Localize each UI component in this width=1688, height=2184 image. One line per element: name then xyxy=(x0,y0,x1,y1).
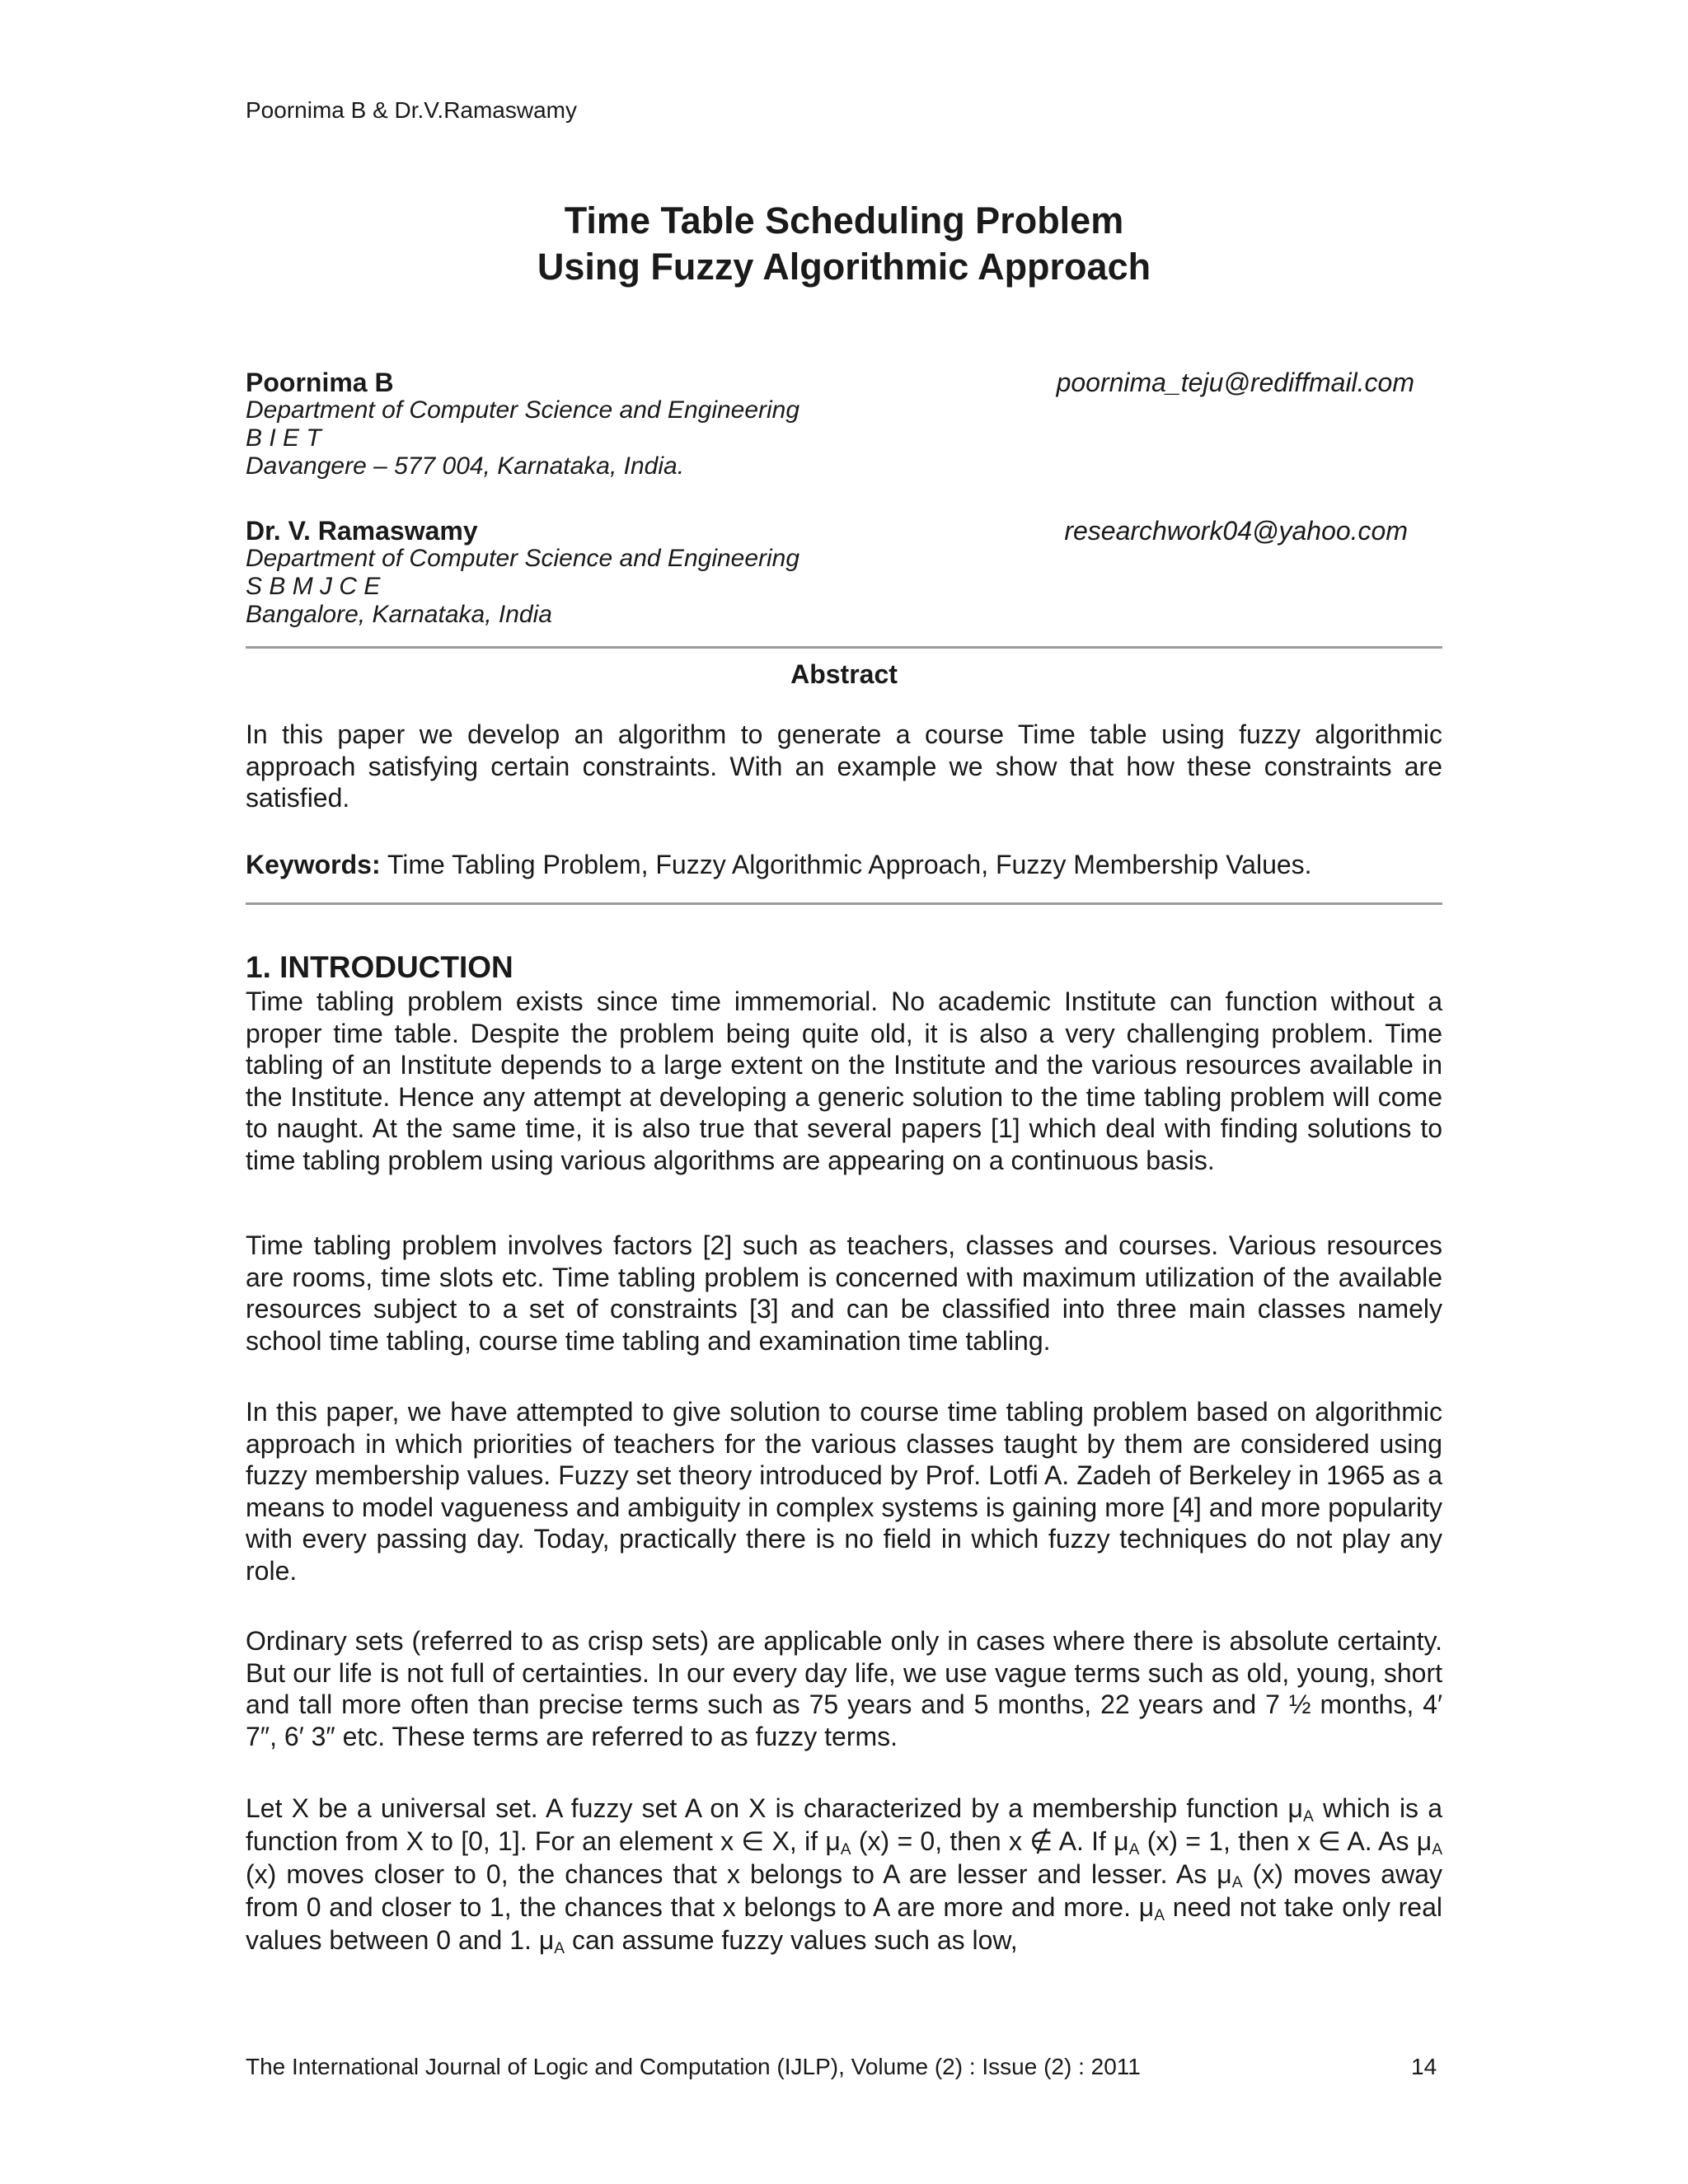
keywords-label: Keywords: xyxy=(246,850,381,879)
author-name: Poornima B xyxy=(246,368,394,397)
intro-paragraph-2: Time tabling problem involves factors [2] such as teachers, classes and courses. Various resources are rooms, time slots etc. Time tabling problem is concerned with maximum utilization of the available resources subject to a set of constraints [3] and can be classified into three main classes namely school time tabling, course time tabling and examination time tabling. xyxy=(246,1230,1442,1356)
keywords xyxy=(246,849,1442,881)
intro-paragraph-1: Time tabling problem exists since time immemorial. No academic Institute can function without a proper time table. Despite the problem being quite old, it is also a very challenging problem. Time tabling of an Institute depends to a large extent on the Institute and the various resources available in the Institute. Hence any attempt at developing a generic solution to the time tabling problem will come to naught. At the same time, it is also true that several papers [1] which deal with finding solutions to time tabling problem using various algorithms are appearing on a continuous basis. xyxy=(246,987,1442,1175)
title-line-1: Time Table Scheduling Problem xyxy=(564,199,1124,241)
author-institution: B I E T xyxy=(246,424,321,452)
author-block-2 xyxy=(246,517,1442,629)
intro-paragraph-3: In this paper, we have attempted to give solution to course time tabling problem based on algorithmic approach in which priorities of teachers for the various classes taught by them are considered using fuzzy membership values. Fuzzy set theory introduced by Prof. Lotfi A. Zadeh of Berkeley in 1965 as a means to model vagueness and ambiguity in complex systems is gaining more [4] and more popularity with every passing day. Today, practically there is no field in which fuzzy techniques do not play any role. xyxy=(246,1397,1442,1586)
author-address: Bangalore, Karnataka, India xyxy=(246,601,552,628)
author-department: Department of Computer Science and Engineering xyxy=(246,396,800,424)
author-email-link[interactable]: researchwork04@yahoo.com xyxy=(1064,516,1408,546)
page-number: 14 xyxy=(1411,2054,1437,2079)
abstract-heading: Abstract xyxy=(790,659,898,689)
author-department: Department of Computer Science and Engineering xyxy=(246,545,800,572)
author-address: Davangere – 577 004, Karnataka, India. xyxy=(246,452,685,480)
paper-title xyxy=(246,198,1442,290)
section-heading: 1. INTRODUCTION xyxy=(246,950,513,984)
divider xyxy=(246,902,1442,905)
author-institution: S B M J C E xyxy=(246,573,381,600)
title-line-2: Using Fuzzy Algorithmic Approach xyxy=(537,246,1151,288)
running-head: Poornima B & Dr.V.Ramaswamy xyxy=(246,97,577,123)
intro-paragraph-5: Let X be a universal set. A fuzzy set A on X is characterized by a membership function $\mu_A$ which is a function from X to [0, 1]. For an element x ∈ X, if $\mu_A$ (x) = 0, then x ∉ A. If $\mu_A$ (x) = 1, then x ∈ A. As $\mu_A$ (x) moves closer to 0, the chances that x belongs to A are lesser and lesser. As $\mu_A$ (x) moves away from 0 and closer to 1, the chances that x belongs to A are more and more. $\mu_A$ need not take only real values between 0 and 1. $\mu_A$ can assume fuzzy values such as low, xyxy=(246,1793,1443,1957)
divider xyxy=(246,646,1442,649)
intro-paragraph-4: Ordinary sets (referred to as crisp sets) are applicable only in cases where there is absolute certainty. But our life is not full of certainties. In our every day life, we use vague terms such as old, young, short and tall more often than precise terms such as 75 years and 5 months, 22 years and 7 ½ months, 4′ 7″, 6′ 3″ etc. These terms are referred to as fuzzy terms. xyxy=(246,1626,1442,1751)
author-name: Dr. V. Ramaswamy xyxy=(246,516,478,546)
abstract-text: In this paper we develop an algorithm to generate a course Time table using fuzzy algorithmic approach satisfying certain constraints. With an example we show that how these constraints are satisfied. xyxy=(246,719,1442,813)
author-email-link[interactable]: poornima_teju@rediffmail.com xyxy=(1056,368,1414,397)
keywords-text: Time Tabling Problem, Fuzzy Algorithmic Approach, Fuzzy Membership Values. xyxy=(380,850,1312,879)
author-block-1 xyxy=(246,368,1442,480)
journal-footer: The International Journal of Logic and Computation (IJLP), Volume (2) : Issue (2) : 2011 xyxy=(246,2054,1141,2079)
